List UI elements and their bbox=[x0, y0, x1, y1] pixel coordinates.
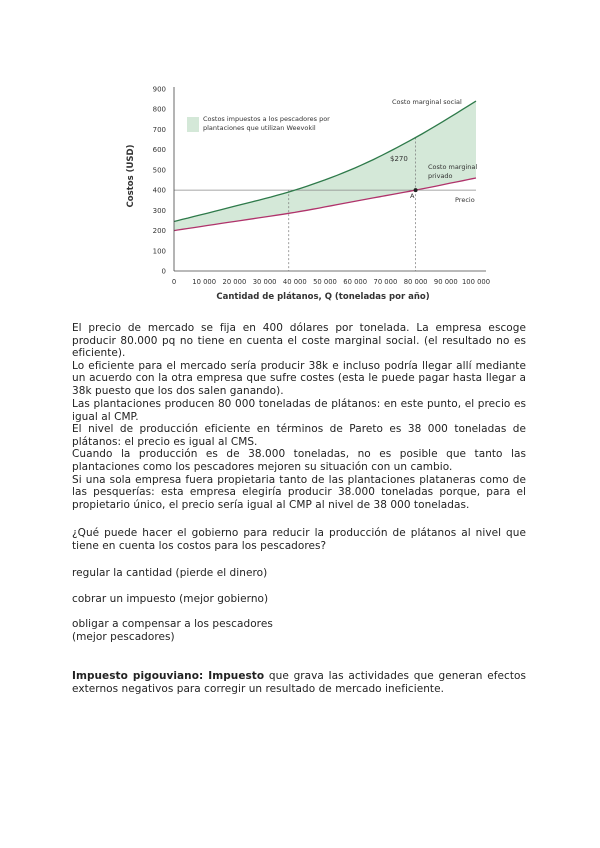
series-label-price: Precio bbox=[455, 196, 475, 204]
p2-line3: Cuando la producción es de 38.000 toneladas, no es posible que tanto las plantaciones como los pescadores mejoren su situación con un cambio. bbox=[72, 448, 526, 473]
y-tick-label: 700 bbox=[152, 125, 166, 134]
question: ¿Qué puede hacer el gobierno para reducir la producción de plátanos al nivel que tiene en cuenta los costos para los pescadores? bbox=[72, 527, 526, 552]
y-tick-label: 300 bbox=[152, 206, 166, 215]
x-axis-title: Cantidad de plátanos, Q (toneladas por año) bbox=[216, 292, 430, 302]
x-tick-label: 30 000 bbox=[252, 278, 277, 286]
option3-line1: obligar a compensar a los pescadores bbox=[72, 618, 273, 630]
option-regular bbox=[72, 567, 526, 580]
paragraph-plantations bbox=[72, 398, 526, 511]
x-tick-label: 40 000 bbox=[282, 278, 307, 286]
y-tick-label: 200 bbox=[152, 227, 166, 236]
series-label-private-line1: Costo marginal bbox=[428, 163, 478, 171]
x-tick-label: 60 000 bbox=[343, 278, 368, 286]
p2-line2: El nivel de producción eficiente en términos de Pareto es 38 000 toneladas de plátanos: el precio es igual al CMS. bbox=[72, 423, 526, 448]
y-tick-label: 600 bbox=[152, 146, 166, 155]
legend-text-line1: Costos impuestos a los pescadores por bbox=[203, 115, 330, 123]
option1: regular la cantidad (pierde el dinero) bbox=[72, 567, 268, 579]
option2: cobrar un impuesto (mejor gobierno) bbox=[72, 593, 269, 605]
option3-line2: (mejor pescadores) bbox=[72, 630, 175, 643]
definition-body: que grava las actividades que generan efectos externos negativos para corregir un resultado de mercado ineficiente. bbox=[72, 670, 526, 695]
x-tick-label: 70 000 bbox=[373, 278, 398, 286]
x-tick-label: 100 000 bbox=[461, 278, 491, 286]
definition-paragraph bbox=[72, 670, 526, 695]
question-text bbox=[72, 527, 526, 552]
legend-swatch bbox=[187, 117, 199, 132]
y-axis-title: Costos (USD) bbox=[126, 144, 136, 208]
p2-line1: Las plantaciones producen 80 000 toneladas de plátanos: en este punto, el precio es igual al CMP. bbox=[72, 398, 526, 423]
y-tick-label: 500 bbox=[152, 166, 166, 175]
y-tick-label: 100 bbox=[152, 247, 166, 256]
y-tick-label: 400 bbox=[152, 186, 166, 195]
p1-line1: El precio de mercado se fija en 400 dólares por tonelada. La empresa escoge producir 80.000 pq no tiene en cuenta el coste marginal social. (el resultado no es eficiente). bbox=[72, 322, 526, 360]
y-tick-label: 800 bbox=[152, 105, 166, 114]
x-tick-label: 90 000 bbox=[433, 278, 458, 286]
x-tick-label: 50 000 bbox=[313, 278, 337, 286]
series-label-private-line2: privado bbox=[428, 172, 453, 180]
cost-chart bbox=[0, 0, 600, 310]
gap-label: $270 bbox=[390, 155, 408, 163]
p1-line2: Lo eficiente para el mercado sería producir 38k e incluso podría llegar allí mediante un acuerdo con la otra empresa que sufre costes (esta le puede pagar hasta llegar a 38k puesto que los dos salen ganando). bbox=[72, 359, 526, 397]
y-tick-label: 900 bbox=[152, 85, 166, 94]
definition-term: Impuesto pigouviano: Impuesto bbox=[72, 670, 265, 682]
x-tick-label: 10 000 bbox=[192, 278, 217, 286]
x-tick-label: 0 bbox=[171, 278, 177, 286]
series-label-social: Costo marginal social bbox=[392, 98, 462, 106]
legend-text-line2: plantaciones que utilizan Weevokil bbox=[203, 124, 316, 132]
x-tick-label: 20 000 bbox=[222, 278, 247, 286]
p2-line4: Si una sola empresa fuera propietaria tanto de las plantaciones plataneras como de las pesquerías: esta empresa elegiría producir 38.000 toneladas porque, para el propietario único, el precio sería igual al CMP al nivel de 38 000 toneladas. bbox=[72, 473, 526, 511]
definition-pigouvian bbox=[72, 670, 526, 695]
paragraph-market-price bbox=[72, 322, 526, 398]
x-tick-label: 80 000 bbox=[403, 278, 428, 286]
option-tax bbox=[72, 593, 526, 606]
option-compensate bbox=[72, 618, 526, 643]
point-a-label: A bbox=[410, 192, 415, 200]
y-tick-label: 0 bbox=[161, 267, 166, 276]
